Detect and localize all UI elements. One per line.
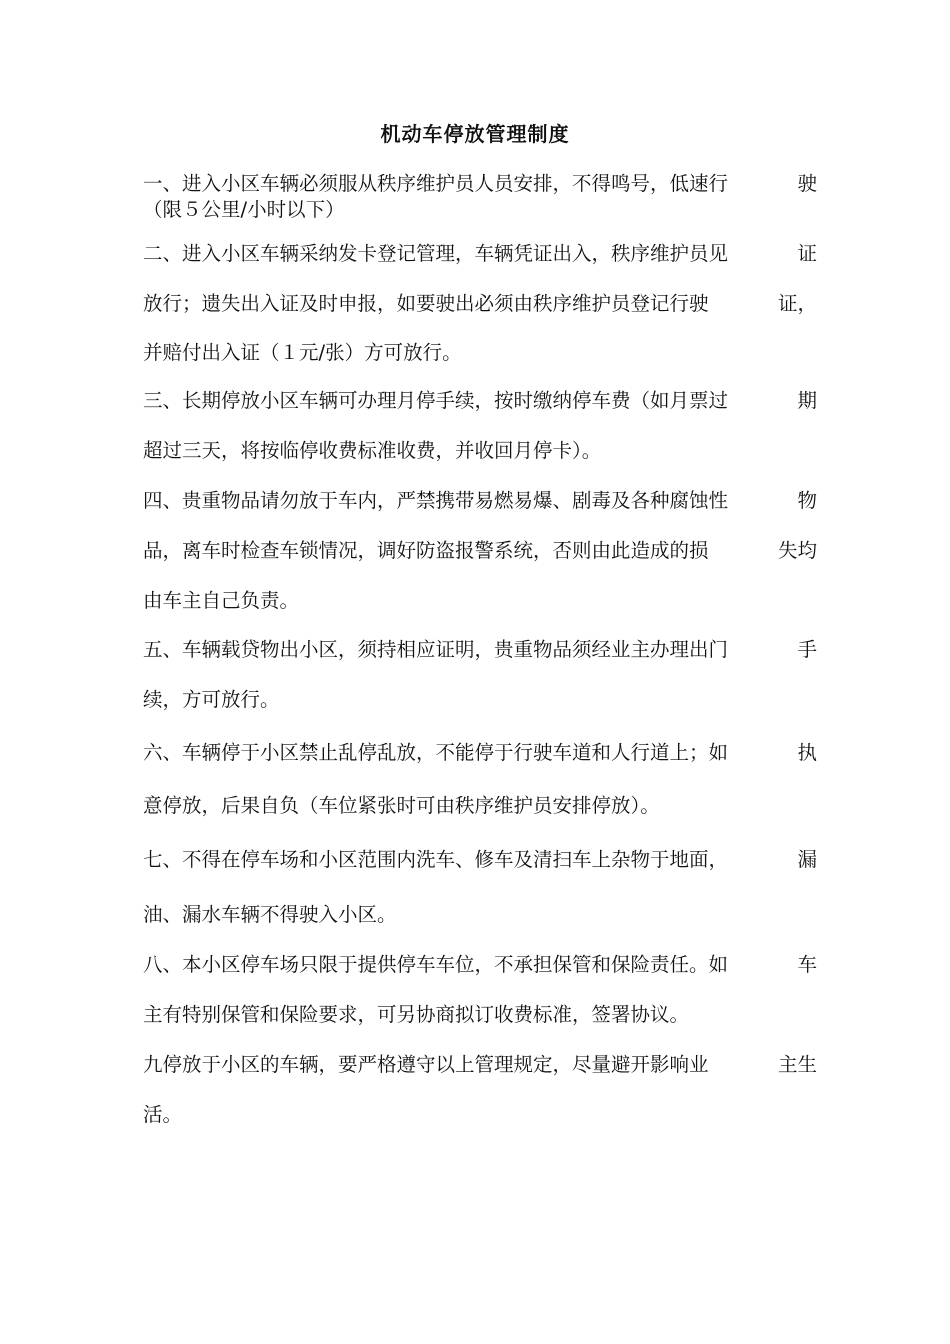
text-line [143,196,817,224]
text-line [143,636,817,664]
line-tail: 执 [797,741,817,764]
line-tail: 车 [797,953,817,976]
line-text: 六、车辆停于小区禁止乱停乱放，不能停于行驶车道和人行道上；如 [143,741,729,764]
line-text: 品，离车时检查车锁情况，调好防盗报警系统，否则由此造成的损 [143,539,709,562]
line-tail: 漏 [797,848,817,871]
text-line [143,901,817,929]
text-line [143,1101,817,1129]
text-line [143,170,817,198]
line-tail: 手 [797,638,817,661]
document-title: 机动车停放管理制度 [380,122,570,146]
line-tail: 物 [797,489,817,512]
line-text: （限５公里/小时以下） [143,198,345,221]
text-line [143,1051,817,1079]
text-line [143,339,817,367]
line-text: 五、车辆载贷物出小区，须持相应证明，贵重物品须经业主办理出门 [143,638,729,661]
line-text: 由车主自己负责。 [143,589,300,612]
text-line [143,587,817,615]
line-tail: 证， [777,292,817,315]
text-line [143,739,817,767]
line-text: 七、不得在停车场和小区范围内洗车、修车及清扫车上杂物于地面， [143,848,729,871]
line-text: 放行；遗失出入证及时申报，如要驶出必须由秩序维护员登记行驶 [143,292,709,315]
line-text: 油、漏水车辆不得驶入小区。 [143,903,397,926]
text-line [143,792,817,820]
text-line [143,686,817,714]
text-line [143,290,817,318]
line-text: 八、本小区停车场只限于提供停车车位，不承担保管和保险责任。如 [143,953,729,976]
text-line [143,240,817,268]
line-text: 二、进入小区车辆采纳发卡登记管理，车辆凭证出入，秩序维护员见 [143,242,729,265]
line-text: 一、进入小区车辆必须服从秩序维护员人员安排，不得鸣号，低速行 [143,172,729,195]
line-text: 意停放，后果自负（车位紧张时可由秩序维护员安排停放）。 [143,794,660,817]
line-text: 三、长期停放小区车辆可办理月停手续，按时缴纳停车费（如月票过 [143,389,729,412]
text-line [143,537,817,565]
text-line [143,487,817,515]
line-text: 并赔付出入证（１元/张）方可放行。 [143,341,462,364]
text-line [143,1001,817,1029]
text-line [143,437,817,465]
line-text: 超过三天，将按临停收费标准收费，并收回月停卡）。 [143,439,602,462]
line-text: 九停放于小区的车辆，要严格遵守以上管理规定，尽量避开影响业 [143,1053,709,1076]
line-tail: 期 [797,389,817,412]
text-line [143,951,817,979]
line-text: 活。 [143,1103,183,1126]
line-tail: 主生 [777,1053,817,1076]
text-line [143,387,817,415]
line-text: 四、贵重物品请勿放于车内，严禁携带易燃易爆、剧毒及各种腐蚀性 [143,489,729,512]
line-text: 主有特别保管和保险要求，可另协商拟订收费标准，签署协议。 [143,1003,690,1026]
line-tail: 驶 [797,172,817,195]
text-line [143,846,817,874]
line-tail: 证 [797,242,817,265]
line-text: 续，方可放行。 [143,688,280,711]
line-tail: 失均 [777,539,817,562]
